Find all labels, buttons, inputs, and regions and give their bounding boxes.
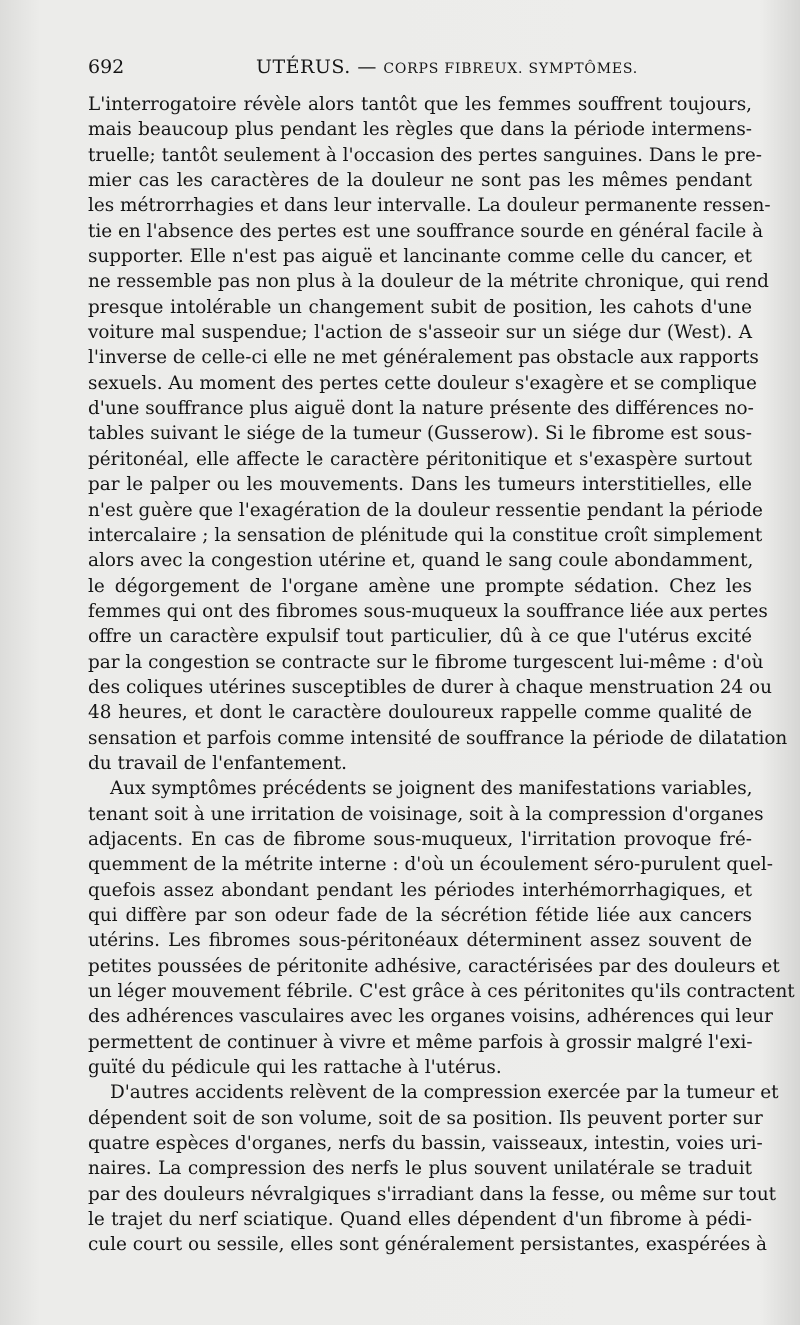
text-line: voiture mal suspendue; l'action de s'asseoir sur un siége dur (West). A [88,322,752,344]
text-line: par des douleurs névralgiques s'irradiant dans la fesse, ou même sur tout [88,1183,777,1205]
text-line: presque intolérable un changement subit de position, les cahots d'une [88,296,752,318]
text-line: mier cas les caractères de la douleur ne sont pas les mêmes pendant [88,170,752,192]
running-title-separator: — [357,56,377,78]
text-line: péritonéal, elle affecte le caractère péritonitique et s'exaspère surtout [88,448,752,470]
text-line: utérins. Les fibromes sous-péritonéaux déterminent assez souvent de [88,930,752,952]
text-line: petites poussées de péritonite adhésive, caractérisées par des douleurs et [88,955,780,977]
text-line: le dégorgement de l'organe amène une prompte sédation. Chez les [88,575,752,597]
text-line: adjacents. En cas de fibrome sous-muqueux, l'irritation provoque fré- [88,828,752,850]
text-line: femmes qui ont des fibromes sous-muqueux la souffrance liée aux pertes [88,600,768,622]
text-line: intercalaire ; la sensation de plénitude qui la constitue croît simplement [88,524,763,546]
text-line: quatre espèces d'organes, nerfs du bassin, vaisseaux, intestin, voies uri- [88,1133,763,1155]
text-line: qui diffère par son odeur fade de la sécrétion fétide liée aux cancers [88,905,752,926]
text-line: sensation et parfois comme intensité de souffrance la période de dilatation [88,727,788,749]
text-line: ne ressemble pas non plus à la douleur de la métrite chronique, qui rend [88,271,769,293]
text-line: un léger mouvement fébrile. C'est grâce à ces péritonites qu'ils contractent [88,981,795,1003]
text-line: tie en l'absence des pertes est une souffrance sourde en général facile à [88,220,764,242]
text-line: du travail de l'enfantement. [88,752,348,774]
text-line: alors avec la congestion utérine et, quand le sang coule abondamment, [88,550,754,572]
text-line: dépendent soit de son volume, soit de sa position. Ils peuvent porter sur [88,1107,763,1129]
text-line: tenant soit à une irritation de voisinage, soit à la compression d'organes [88,803,764,825]
text-line: offre un caractère expulsif tout particulier, dû à ce que l'utérus excité [88,626,752,648]
text-line: mais beaucoup plus pendant les règles que dans la période intermens- [88,119,752,141]
running-title-sub: CORPS FIBREUX. SYMPTÔMES. [383,61,639,77]
text-line: par la congestion se contracte sur le fibrome turgescent lui-même : d'où [88,651,764,673]
text-line: guïté du pédicule qui les rattache à l'utérus. [88,1057,502,1079]
text-line: quefois assez abondant pendant les périodes interhémorrhagiques, et [88,879,752,901]
text-line: le trajet du nerf sciatique. Quand elles dépendent d'un fibrome à pédi- [88,1209,752,1231]
text-line: sexuels. Au moment des pertes cette douleur s'exagère et se complique [88,372,757,394]
text-line: truelle; tantôt seulement à l'occasion des pertes sanguines. Dans le pre- [88,144,762,166]
paragraph [88,776,795,1080]
text-line: L'interrogatoire révèle alors tantôt que les femmes souffrent toujours, [88,94,752,115]
text-line: n'est guère que l'exagération de la douleur ressentie pendant la période [88,499,763,521]
text-line: permettent de continuer à vivre et même parfois à grossir malgré l'exi- [88,1031,753,1053]
running-header [88,56,752,86]
text-line: supporter. Elle n'est pas aiguë et lancinante comme celle du cancer, et [88,246,752,268]
text-line: D'autres accidents relèvent de la compression exercée par la tumeur et [110,1082,779,1104]
text-line: les métrorrhagies et dans leur intervalle. La douleur permanente ressen- [88,195,771,217]
paragraph [88,92,788,776]
text-line: Aux symptômes précédents se joignent des manifestations variables, [110,778,753,800]
running-title-main: UTÉRUS. [256,56,351,78]
running-title [256,56,638,78]
text-line: tables suivant le siége de la tumeur (Gusserow). Si le fibrome est sous- [88,423,752,445]
page-number: 692 [88,56,125,78]
text-line: quemment de la métrite interne : d'où un écoulement séro-purulent quel- [88,854,773,876]
text-line: naires. La compression des nerfs le plus souvent unilatérale se traduit [88,1158,752,1180]
text-line: des adhérences vasculaires avec les organes voisins, adhérences qui leur [88,1006,773,1028]
text-line: cule court ou sessile, elles sont généralement persistantes, exaspérées à [88,1234,767,1256]
paragraph [88,1080,779,1257]
text-line: d'une souffrance plus aiguë dont la nature présente des différences no- [88,398,754,420]
text-line: des coliques utérines susceptibles de durer à chaque menstruation 24 ou [88,676,772,698]
text-line: par le palper ou les mouvements. Dans les tumeurs interstitielles, elle [88,474,752,496]
text-line: l'inverse de celle-ci elle ne met généralement pas obstacle aux rapports [88,347,759,369]
text-line: 48 heures, et dont le caractère douloureux rappelle comme qualité de [88,702,752,724]
body-text [88,92,795,1258]
